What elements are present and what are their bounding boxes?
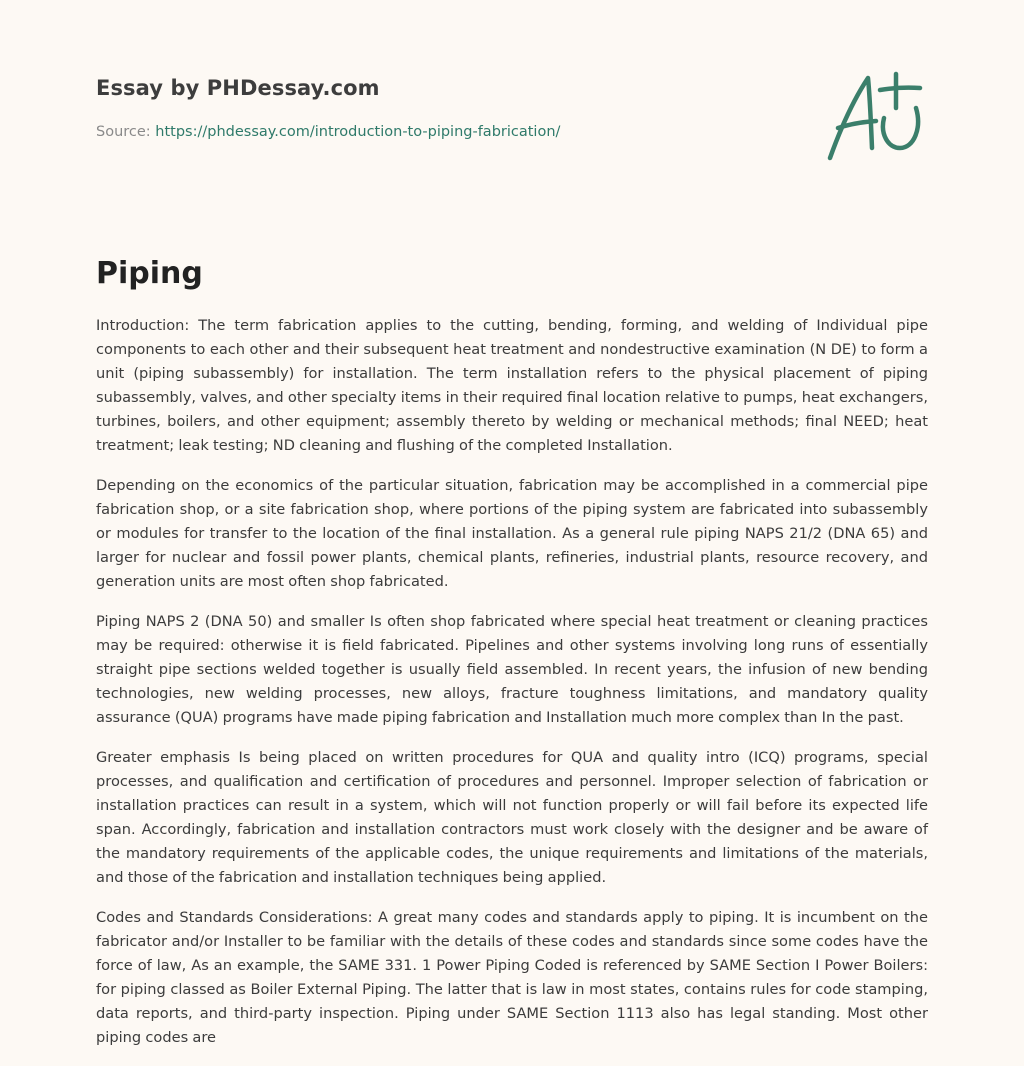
source-link[interactable]: https://phdessay.com/introduction-to-piping-fabrication/ [155, 124, 561, 140]
essay-title: Piping [96, 256, 203, 291]
essay-paragraph: Introduction: The term fabrication applies to the cutting, bending, forming, and welding of Individual pipe components to each other and their subsequent heat treatment and nondestructive examination (N DE) to form a unit (piping subassembly) for installation. The term installation refers to the physical placement of piping subassembly, valves, and other specialty items in their required final location relative to pumps, heat exchangers, turbines, boilers, and other equipment; assembly thereto by welding or mechanical methods; final NEED; heat treatment; leak testing; ND cleaning and flushing of the completed Installation. [96, 317, 928, 454]
brand-title: Essay by PHDessay.com [96, 76, 380, 100]
essay-body [96, 314, 928, 1066]
source-line [96, 124, 560, 140]
essay-paragraph: Codes and Standards Considerations: A great many codes and standards apply to piping. It is incumbent on the fabricator and/or Installer to be familiar with the details of these codes and standards since some codes have the force of law, As an example, the SAME 331. 1 Power Piping Coded is referenced by SAME Section I Power Boilers: for piping classed as Boiler External Piping. The latter that is law in most states, contains rules for code stamping, data reports, and third-party inspection. Piping under SAME Section 1113 also has legal standing. Most other piping codes are [96, 909, 928, 1046]
essay-paragraph: Depending on the economics of the particular situation, fabrication may be accomplished in a commercial pipe fabrication shop, or a site fabrication shop, where portions of the piping system are fabricated into subassembly or modules for transfer to the location of the final installation. As a general rule piping NAPS 21/2 (DNA 65) and larger for nuclear and fossil power plants, chemical plants, refineries, industrial plants, resource recovery, and generation units are most often shop fabricated. [96, 477, 928, 590]
source-label: Source: [96, 124, 156, 140]
a-plus-logo-icon [824, 68, 928, 164]
essay-paragraph: Greater emphasis Is being placed on written procedures for QUA and quality intro (ICQ) programs, special processes, and qualification and certification of procedures and personnel. Improper selection of fabrication or installation practices can result in a system, which will not function properly or will fail before its expected life span. Accordingly, fabrication and installation contractors must work closely with the designer and be aware of the mandatory requirements of the applicable codes, the unique requirements and limitations of the materials, and those of the fabrication and installation techniques being applied. [96, 749, 928, 886]
essay-paragraph: Piping NAPS 2 (DNA 50) and smaller Is often shop fabricated where special heat treatment or cleaning practices may be required: otherwise it is field fabricated. Pipelines and other systems involving long runs of essentially straight pipe sections welded together is usually field assembled. In recent years, the infusion of new bending technologies, new welding processes, new alloys, fracture toughness limitations, and mandatory quality assurance (QUA) programs have made piping fabrication and Installation much more complex than In the past. [96, 613, 928, 726]
